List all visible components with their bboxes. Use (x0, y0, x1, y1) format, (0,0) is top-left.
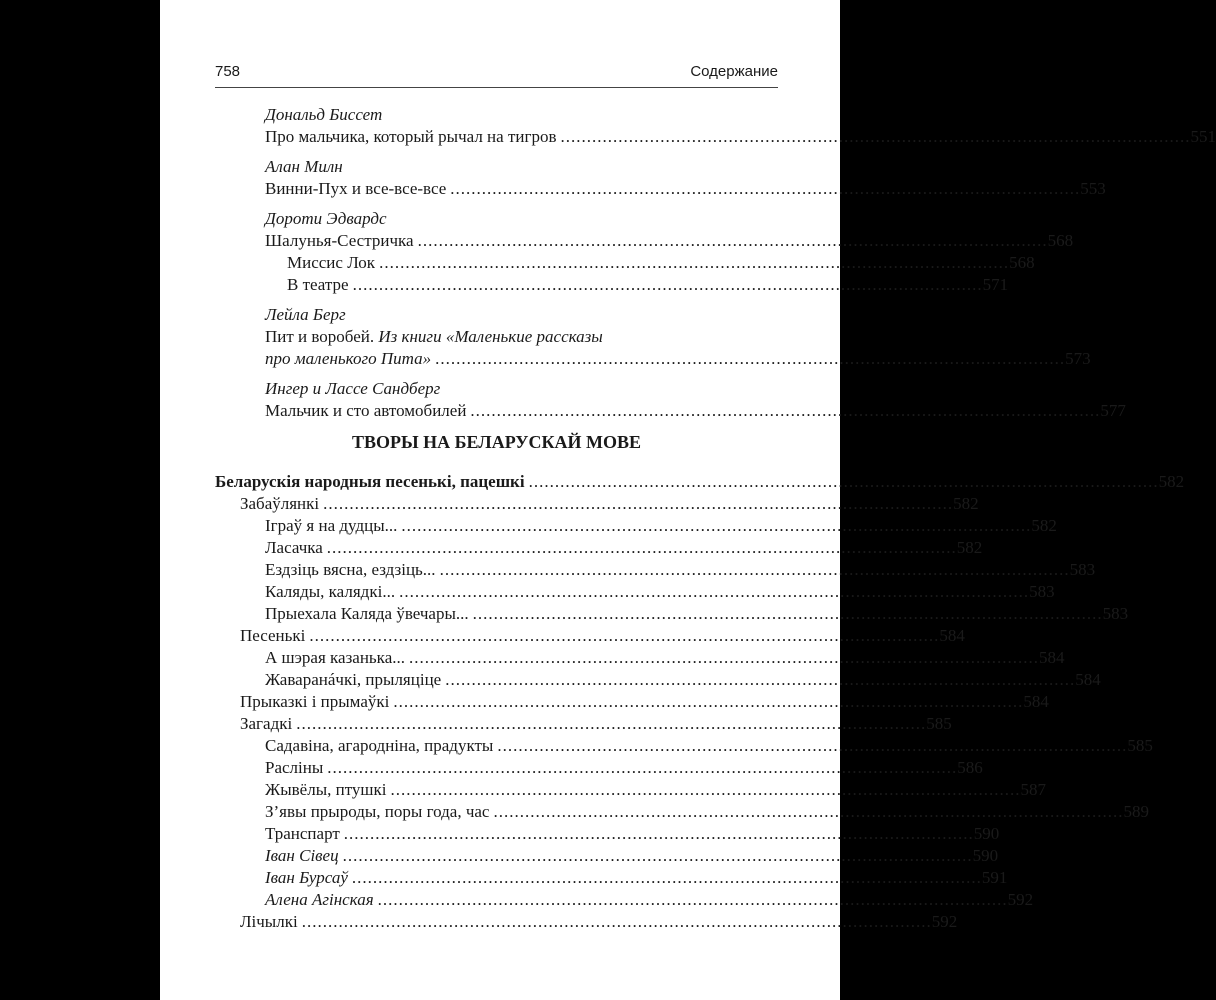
book-page (160, 0, 1216, 1000)
toc-group (265, 304, 1091, 370)
toc-entry: Садавіна, агародніна, прадукты ........................................................................................................................ 585 (265, 736, 1153, 755)
toc-author: Ингер и Лассе Сандберг (265, 379, 441, 398)
toc-entry: про маленького Пита» ........................................................................................................................ 573 (265, 349, 1091, 368)
toc-entry: Забаўлянкі ........................................................................................................................ 582 (240, 494, 979, 513)
toc-group (265, 378, 1126, 422)
running-header (215, 61, 778, 88)
toc-group (265, 156, 1106, 200)
toc-entry: Каляды, калядкі... ........................................................................................................................ 583 (265, 582, 1055, 601)
toc-author: Дональд Биссет (265, 105, 383, 124)
toc-page: 577 (1100, 401, 1126, 420)
toc-entry: Расліны ........................................................................................................................ 586 (265, 758, 983, 777)
toc-entry: Шалунья-Сестричка ........................................................................................................................ 568 (265, 231, 1074, 250)
toc-top-section (265, 104, 1216, 430)
toc-page: 573 (1065, 349, 1091, 368)
toc-author: Дороти Эдвардс (265, 209, 387, 228)
toc-page: 553 (1080, 179, 1106, 198)
toc-entry: Песенькі ........................................................................................................................ 584 (240, 626, 965, 645)
toc-subentry: В театре ........................................................................................................................ 571 (287, 275, 1009, 294)
toc-entry: Алена Агінская ........................................................................................................................ 592 (265, 890, 1034, 909)
toc-entry: Прыехала Каляда ўвечары... ........................................................................................................................ 583 (265, 604, 1129, 623)
running-title: Содержание (690, 63, 778, 80)
toc-belarusian-section (215, 471, 1185, 933)
toc-entry: Жаваранáчкі, прыляціце ........................................................................................................................ 584 (265, 670, 1101, 689)
toc-author: Лейла Берг (265, 305, 346, 324)
toc-group (265, 104, 1216, 148)
toc-entry: Жывёлы, птушкі ........................................................................................................................ 587 (265, 780, 1047, 799)
toc-page: 568 (1009, 253, 1035, 272)
section-heading: ТВОРЫ НА БЕЛАРУСКАЙ МОВЕ (351, 432, 642, 452)
toc-page: 551 (1190, 127, 1216, 146)
toc-page: 571 (982, 275, 1009, 294)
toc-entry: Лічылкі ........................................................................................................................ 592 (240, 912, 958, 931)
toc-entry: Загадкі ........................................................................................................................ 585 (240, 714, 952, 733)
toc-entry: Іграў я на дудцы... ........................................................................................................................ 582 (265, 516, 1057, 535)
toc-entry: Мальчик и сто автомобилей ........................................................................................................................ 577 (265, 401, 1126, 420)
toc-entry: Беларускія народныя песенькі, пацешкі ........................................................................................................................ 582 (215, 472, 1185, 491)
toc-entry-line1: Пит и воробей. Из книги «Маленькие рассказы (265, 327, 603, 346)
toc-entry: Транспарт ........................................................................................................................ 590 (265, 824, 1000, 843)
toc-page: 568 (1047, 231, 1074, 250)
toc-entry: Про мальчика, который рычал на тигров ........................................................................................................................ 551 (265, 127, 1216, 146)
toc-entry: А шэрая казанька... ........................................................................................................................ 584 (265, 648, 1065, 667)
toc-entry: З’явы прыроды, поры года, час ........................................................................................................................ 589 (265, 802, 1149, 821)
toc-subentry: Миссис Лок ........................................................................................................................ 568 (287, 253, 1035, 272)
toc-entry: Винни-Пух и все-все-все ........................................................................................................................ 553 (265, 179, 1106, 198)
toc-group (265, 208, 1074, 296)
toc-entry: Іван Бурсаў ........................................................................................................................ 591 (265, 868, 1008, 887)
toc-author: Алан Милн (265, 157, 343, 176)
page-number: 758 (215, 63, 241, 80)
toc-entry: Прыказкі і прымаўкі ........................................................................................................................ 584 (240, 692, 1049, 711)
toc-entry: Ласачка ........................................................................................................................ 582 (265, 538, 983, 557)
toc-entry: Іван Сівец ........................................................................................................................ 590 (265, 846, 999, 865)
toc-entry: Ездзіць вясна, ездзіць... ........................................................................................................................ 583 (265, 560, 1096, 579)
